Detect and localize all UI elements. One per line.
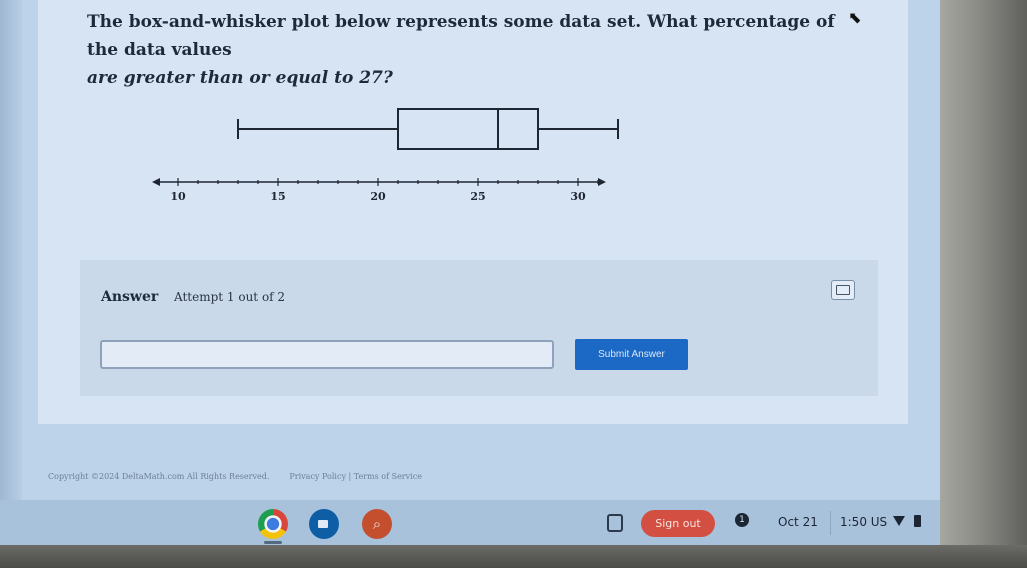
tick-label: 25 [470, 190, 486, 203]
clipboard-icon[interactable] [607, 514, 623, 532]
axis-arrow-left [152, 178, 160, 186]
chrome-icon[interactable] [258, 509, 288, 539]
wifi-icon [893, 516, 905, 526]
meet-icon[interactable] [309, 509, 339, 539]
screen-edge [0, 0, 22, 546]
footer [48, 472, 422, 481]
attempt-counter: Attempt 1 out of 2 [174, 290, 286, 304]
answer-input[interactable] [100, 340, 554, 369]
axis-arrow-right [598, 178, 606, 186]
tick-label: 30 [570, 190, 586, 203]
question-line-2: are greater than or equal to 27? [87, 68, 393, 88]
laptop-bezel-right [940, 0, 1027, 568]
tick-label: 15 [270, 190, 286, 203]
keyboard-icon[interactable] [831, 280, 855, 300]
question-text [87, 8, 857, 92]
time-text: 1:50 US [840, 515, 888, 529]
notification-icon[interactable]: 1 [735, 513, 749, 527]
copyright-text: Copyright ©2024 DeltaMath.com All Rights Reserved. [48, 472, 270, 481]
answer-panel [80, 260, 878, 396]
submit-answer-button[interactable]: Submit Answer [575, 339, 688, 370]
date-text: Oct 21 [778, 515, 818, 529]
cursor-arrow-icon: ⬉ [848, 8, 862, 27]
footer-links[interactable]: Privacy Policy | Terms of Service [289, 472, 422, 481]
box-plot [150, 100, 620, 212]
status-tray[interactable] [760, 505, 940, 541]
tick-label: 10 [170, 190, 186, 203]
laptop-bezel-bottom [0, 545, 1027, 568]
battery-icon [914, 515, 921, 527]
search-app-icon[interactable]: ⌕ [362, 509, 392, 539]
active-app-indicator [264, 541, 282, 544]
tick-label: 20 [370, 190, 386, 203]
tray-divider [830, 511, 831, 535]
question-line-1: The box-and-whisker plot below represents some data set. What percentage of the data values [87, 12, 835, 60]
answer-label: Answer [101, 289, 159, 305]
box-iqr [398, 109, 538, 149]
sign-out-button[interactable]: Sign out [641, 510, 715, 537]
